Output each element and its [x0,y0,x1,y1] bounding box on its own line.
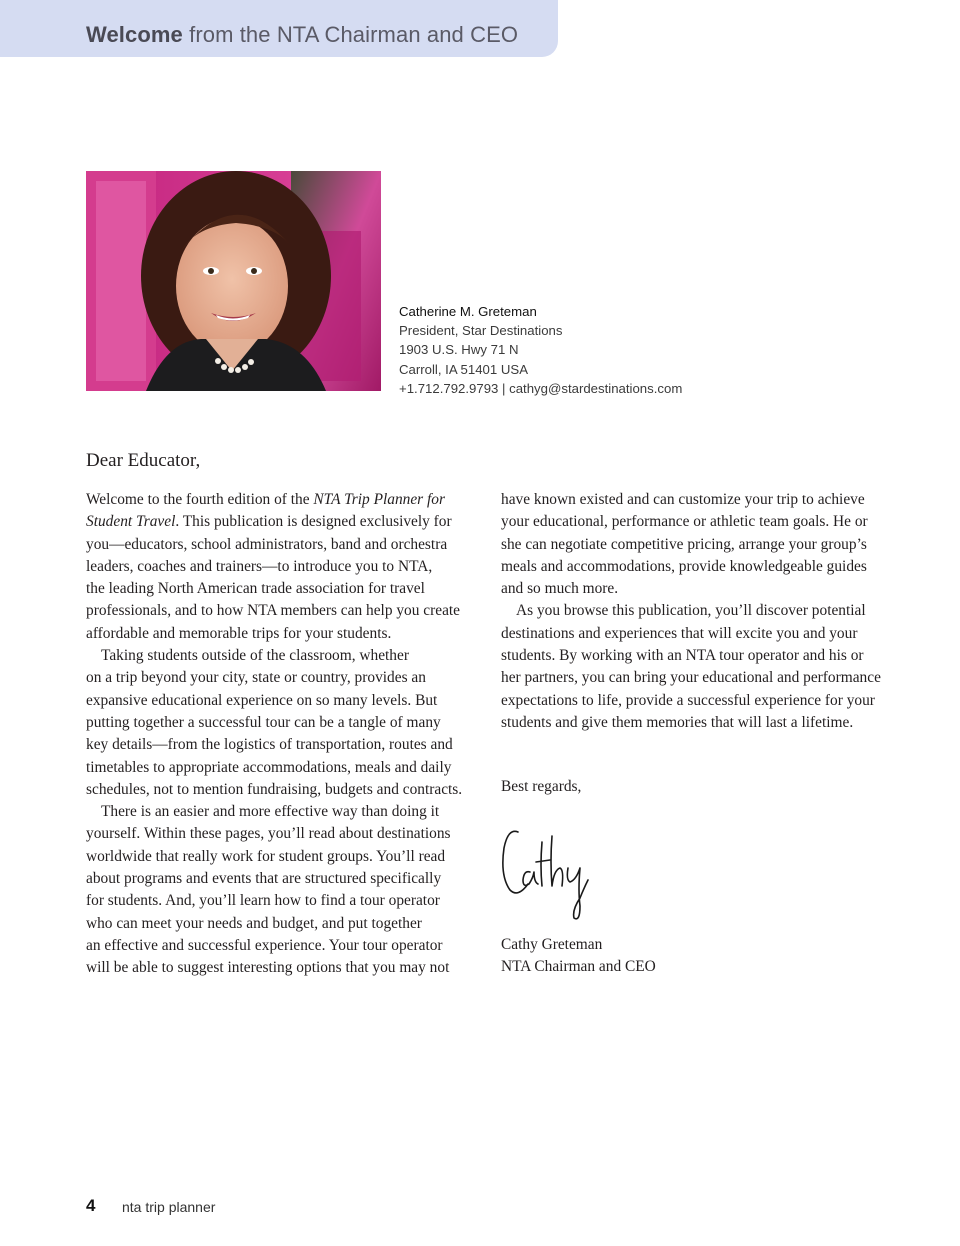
letter-line: yourself. Within these pages, you’ll read about destinations [86,825,451,843]
letter-line: she can negotiate competitive pricing, arrange your group’s [501,535,867,553]
letter-line: an effective and successful experience. Your tour operator [86,936,443,954]
signer-block [501,934,656,979]
letter-line: key details—from the logistics of transportation, routes and [86,736,453,754]
letter-line: students. By working with an NTA tour operator and his or [501,647,864,665]
letter-line: your educational, performance or athletic team goals. He or [501,513,868,531]
signature-image [496,818,596,928]
letter-line: schedules, not to mention fundraising, budgets and contracts. [86,780,463,798]
contact-name: Catherine M. Greteman [399,304,537,319]
signer-name: Cathy Greteman [501,936,603,953]
letter-line: about programs and events that are structured specifically [86,870,442,888]
letter-line: expectations to life, provide a successful experience for your [501,691,875,709]
letter-line: on a trip beyond your city, state or country, provides an [86,669,426,687]
page-title [86,22,518,48]
letter-line: her partners, you can bring your educational and performance [501,669,881,687]
letter-line: the leading North American trade association for travel [86,580,425,598]
letter-line: students and give them memories that will last a lifetime. [501,713,854,731]
letter-line: leaders, coaches and trainers—to introduce you to NTA, [86,557,433,575]
letter-line: for students. And, you’ll learn how to find a tour operator [86,892,440,910]
portrait-illustration [86,171,381,391]
letter-line: putting together a successful tour can be a tangle of many [86,713,441,731]
footer-label: nta trip planner [122,1199,216,1215]
letter-line: and so much more. [501,580,619,598]
letter-line: you—educators, school administrators, band and orchestra [86,535,448,553]
contact-address1: 1903 U.S. Hwy 71 N [399,342,519,358]
letter-line: Taking students outside of the classroom, whether [101,647,409,665]
signature-graphic [496,818,596,928]
letter-line: professionals, and to how NTA members can help you create [86,602,461,620]
letter-line: affordable and memorable trips for your students. [86,624,392,642]
letter-line: meals and accommodations, provide knowledgeable guides [501,557,867,575]
letter-line: who can meet your needs and budget, and put together [86,914,422,932]
salutation: Dear Educator, [86,450,201,471]
letter-line: As you browse this publication, you’ll discover potential [516,602,866,620]
contact-title: President, Star Destinations [399,323,563,339]
contact-address2: Carroll, IA 51401 USA [399,361,529,377]
closing: Best regards, [501,778,582,795]
letter-line: destinations and experiences that will excite you and your [501,624,858,642]
letter-line: Student Travel. This publication is designed exclusively for [86,513,452,531]
letter-line: expansive educational experience on so many levels. But [86,691,438,709]
letter-line: There is an easier and more effective way than doing it [101,803,440,821]
letter-line: worldwide that really work for student groups. You’ll read [86,847,446,865]
title-rest: from the NTA Chairman and CEO [189,22,519,47]
letter-right-column [501,489,901,734]
letter-left-column [86,489,486,980]
letter-line: timetables to appropriate accommodations, meals and daily [86,758,452,776]
letter-line: will be able to suggest interesting options that you may not [86,959,450,977]
contact-phone-email: +1.712.792.9793 | cathyg@stardestinations.com [399,380,683,396]
title-strong: Welcome [86,22,183,47]
portrait-photo [86,171,381,391]
contact-block [399,302,682,398]
letter-line: Welcome to the fourth edition of the NTA Trip Planner for [86,491,445,508]
page-number: 4 [86,1196,96,1215]
signer-title: NTA Chairman and CEO [501,958,656,976]
letter-line: have known existed and can customize your trip to achieve [501,491,865,508]
